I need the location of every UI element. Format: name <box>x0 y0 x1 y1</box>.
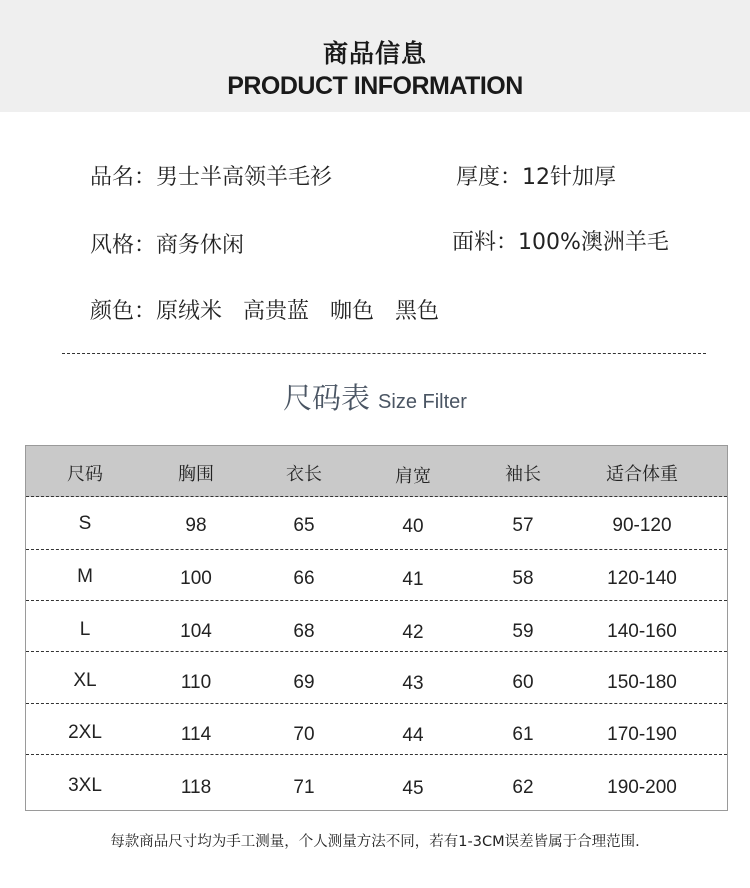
row-divider <box>26 496 727 497</box>
cell-weight: 120-140 <box>607 568 677 589</box>
row-divider <box>26 600 727 601</box>
header-cell-weight: 适合体重 <box>606 464 678 485</box>
cell-size: M <box>77 566 93 587</box>
header-cell-size: 尺码 <box>67 464 103 485</box>
cell-length: 69 <box>293 672 315 693</box>
cell-size: L <box>79 619 91 640</box>
size-chart-title <box>0 376 750 417</box>
cell-chest: 100 <box>180 568 212 589</box>
cell-sleeve: 57 <box>512 515 534 536</box>
cell-weight: 190-200 <box>607 777 677 798</box>
cell-chest: 114 <box>180 724 212 745</box>
cell-sleeve: 62 <box>512 777 534 798</box>
cell-chest: 98 <box>185 515 207 536</box>
cell-size: 3XL <box>68 775 102 796</box>
info-product-name: 品名：男士半高领羊毛衫 <box>90 165 333 190</box>
cell-shoulder: 45 <box>402 778 424 799</box>
cell-sleeve: 59 <box>512 621 534 642</box>
cell-weight: 150-180 <box>607 672 677 693</box>
info-colors: 颜色：原绒米 高贵蓝 咖色 黑色 <box>90 299 439 324</box>
row-divider <box>26 703 727 704</box>
cell-size: XL <box>73 670 97 691</box>
info-fabric: 面料：100%澳洲羊毛 <box>452 230 669 255</box>
measurement-footnote: 每款商品尺寸均为手工测量，个人测量方法不同，若有1-3CM误差皆属于合理范围. <box>110 834 640 850</box>
cell-length: 66 <box>293 568 315 589</box>
cell-shoulder: 41 <box>402 569 424 590</box>
cell-weight: 140-160 <box>607 621 677 642</box>
cell-weight: 90-120 <box>612 515 672 536</box>
cell-length: 70 <box>293 724 315 745</box>
info-thickness: 厚度：12针加厚 <box>456 165 616 190</box>
cell-length: 68 <box>293 621 315 642</box>
cell-shoulder: 43 <box>402 673 424 694</box>
cell-size: S <box>78 513 92 534</box>
cell-length: 65 <box>293 515 315 536</box>
title-cn: 商品信息 <box>322 39 427 68</box>
cell-shoulder: 40 <box>402 516 424 537</box>
header-cell-length: 衣长 <box>286 464 322 485</box>
cell-chest: 110 <box>180 672 212 693</box>
header-cell-chest: 胸围 <box>178 464 214 485</box>
cell-chest: 118 <box>180 777 212 798</box>
header-banner <box>0 0 750 112</box>
divider <box>62 353 706 354</box>
size-chart-title-cn: 尺码表 <box>283 381 371 415</box>
size-table <box>25 445 728 811</box>
size-chart-title-en: Size Filter <box>378 391 467 413</box>
row-divider <box>26 651 727 652</box>
cell-shoulder: 42 <box>402 622 424 643</box>
info-style: 风格：商务休闲 <box>90 233 245 258</box>
title-en: PRODUCT INFORMATION <box>227 72 523 100</box>
row-divider <box>26 754 727 755</box>
cell-weight: 170-190 <box>607 724 677 745</box>
header-cell-sleeve: 袖长 <box>505 464 541 485</box>
cell-size: 2XL <box>68 722 102 743</box>
cell-sleeve: 61 <box>512 724 534 745</box>
cell-shoulder: 44 <box>402 725 424 746</box>
cell-sleeve: 60 <box>512 672 534 693</box>
cell-chest: 104 <box>180 621 212 642</box>
cell-sleeve: 58 <box>512 568 534 589</box>
row-divider <box>26 549 727 550</box>
header-cell-shoulder: 肩宽 <box>395 466 431 487</box>
cell-length: 71 <box>293 777 315 798</box>
size-table-header <box>26 446 727 497</box>
